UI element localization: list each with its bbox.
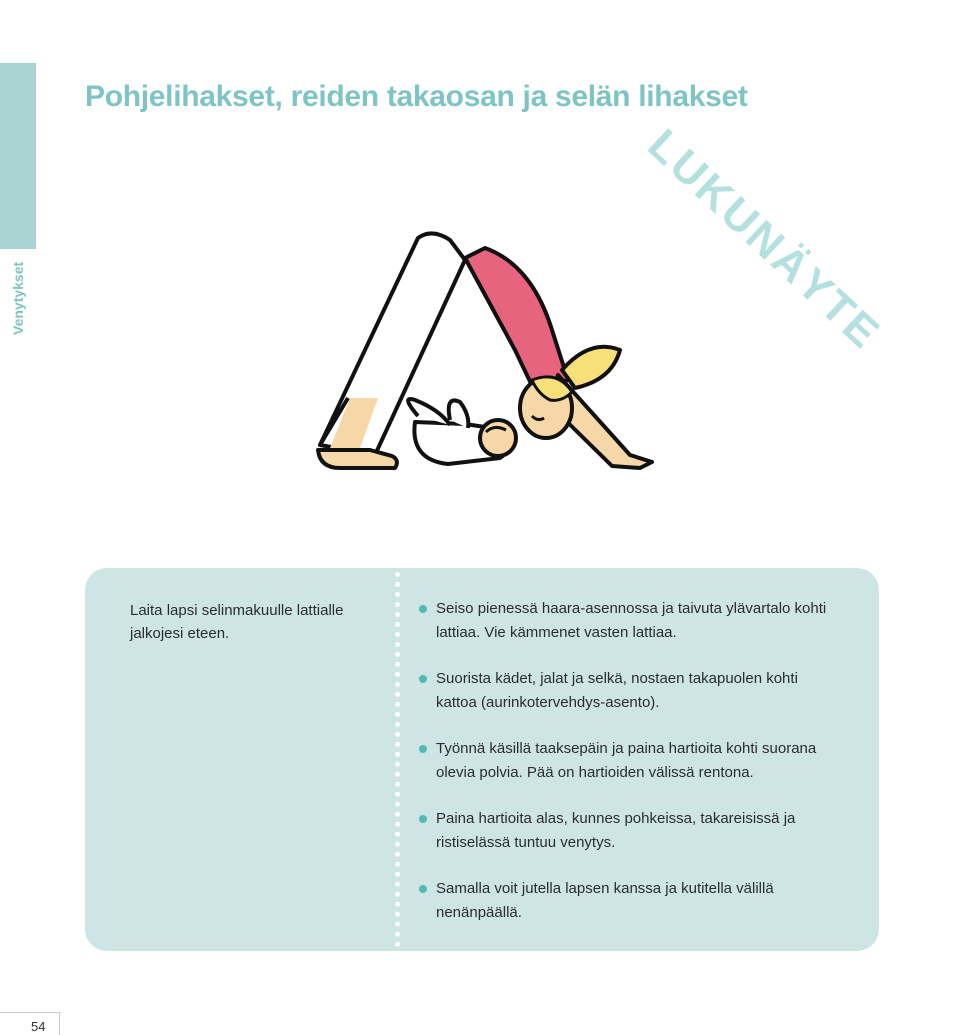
section-tab [0,63,36,249]
list-item [419,667,839,715]
watermark: LUKUNÄYTE [638,120,891,360]
step-text: Paina hartioita alas, kunnes pohkeissa, takareisissä ja ristiselässä tuntuu venytys. [436,810,796,851]
section-label: Venytykset [10,262,26,336]
list-item [419,807,839,855]
mother-downward-dog-with-baby-illustration [300,210,680,490]
bullet-icon [419,675,427,683]
page-title: Pohjelihakset, reiden takaosan ja selän lihakset [85,80,748,113]
list-item [419,597,839,645]
bullet-icon [419,885,427,893]
bullet-icon [419,745,427,753]
dotted-divider [395,572,400,947]
instructions-box [85,568,879,951]
list-item [419,877,839,925]
step-text: Seiso pienessä haara-asennossa ja taivuta ylävartalo kohti lattiaa. Vie kämmenet vasten lattiaa. [436,600,827,641]
step-text: Suorista kädet, jalat ja selkä, nostaen takapuolen kohti kattoa (aurinkotervehdys-asento). [436,670,798,711]
bullet-icon [419,605,427,613]
step-text: Samalla voit jutella lapsen kanssa ja kutitella välillä nenänpäällä. [436,880,774,921]
list-item [419,737,839,785]
step-text: Työnnä käsillä taaksepäin ja paina hartioita kohti suorana olevia polvia. Pää on hartioiden välissä rentona. [436,740,817,781]
bullet-icon [419,815,427,823]
page-number: 54 [0,1012,60,1035]
intro-text: Laita lapsi selinmakuulle lattialle jalkojesi eteen. [130,602,344,642]
steps-list [419,597,839,947]
